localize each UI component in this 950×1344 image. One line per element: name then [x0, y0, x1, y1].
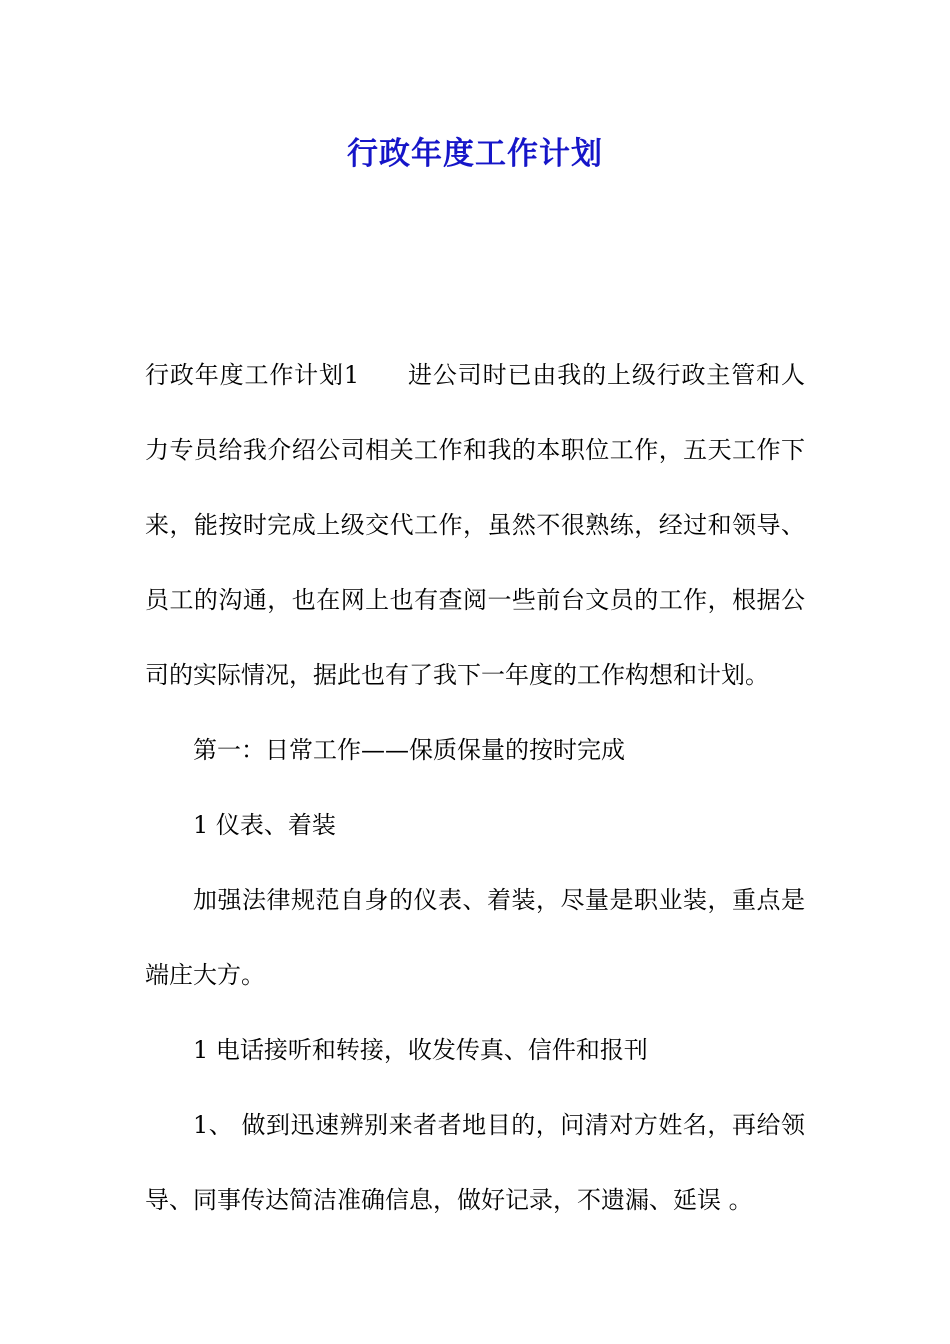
section-heading-daily-work: 第一：日常工作——保质保量的按时完成 — [193, 736, 625, 764]
subsection-phone-mail: 1 电话接听和转接，收发传真、信件和报刊 — [193, 1036, 648, 1064]
intro-paragraph — [145, 338, 805, 713]
subsection-appearance: 1 仪表、着装 — [193, 811, 336, 839]
document-body — [145, 338, 805, 1238]
paragraph-appearance: 加强法律规范自身的仪表、着装，尽量是职业装，重点是端庄大方。 — [145, 886, 805, 989]
paragraph-phone-mail: 1、 做到迅速辨别来者者地目的，问清对方姓名，再给领导、同事传达简洁准确信息，做好记录，不遗漏、延误 。 — [145, 1111, 805, 1214]
intro-text: 进公司时已由我的上级行政主管和人力专员给我介绍公司相关工作和我的本职位工作，五天工作下来，能按时完成上级交代工作，虽然不很熟练，经过和领导、员工的沟通，也在网上也有查阅一些前台文员的工作，根据公司的实际情况，据此也有了我下一年度的工作构想和计划。 — [145, 361, 805, 689]
intro-heading: 行政年度工作计划1 — [145, 361, 360, 389]
document-title: 行政年度工作计划 — [347, 136, 603, 172]
